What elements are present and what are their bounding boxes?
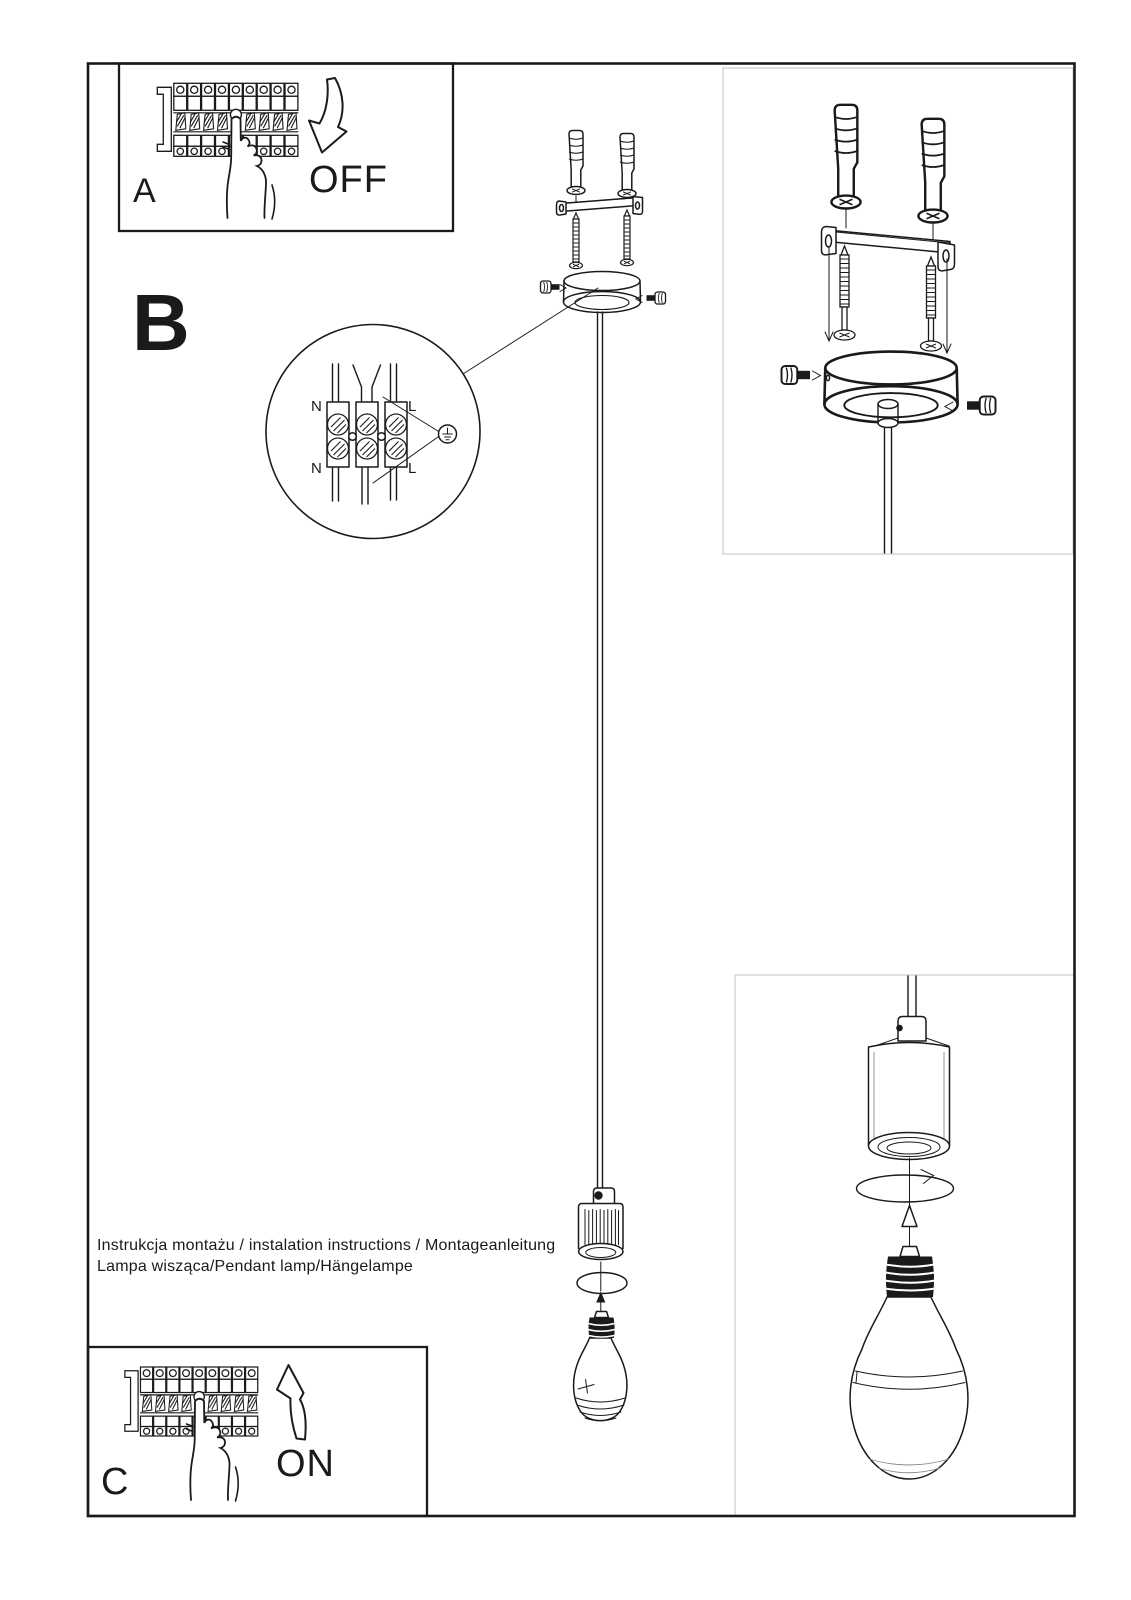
terminal-l-top-label: L	[408, 398, 417, 415]
pendant-cable	[885, 428, 892, 554]
step-b-label: B	[132, 278, 190, 367]
light-bulb-icon	[574, 1312, 627, 1421]
terminal-block	[327, 402, 407, 467]
step-a-illustration	[119, 64, 453, 232]
step-c-state: ON	[276, 1443, 335, 1485]
mounting-detail-illustration	[782, 105, 996, 553]
mounting-bracket	[557, 197, 643, 216]
terminal-n-bottom-label: N	[311, 460, 322, 477]
step-a-label: A	[133, 172, 156, 210]
step-c-illustration	[88, 1347, 427, 1516]
terminal-n-top-label: N	[311, 398, 322, 415]
wiring-detail-inset	[266, 325, 480, 539]
off-arrow-icon	[309, 78, 347, 153]
caption-line-2: Lampa wisząca/Pendant lamp/Hängelampe	[97, 1258, 414, 1275]
earth-ground-icon	[439, 425, 457, 443]
step-c-label: C	[101, 1461, 130, 1503]
pendant-lamp-assembly	[463, 131, 666, 1421]
on-arrow-icon	[277, 1365, 306, 1440]
screw-in-direction-indicator	[577, 1262, 627, 1315]
lamp-socket	[869, 1017, 950, 1160]
detail-panel-top-right	[723, 68, 1073, 554]
terminal-l-bottom-label: L	[408, 460, 417, 477]
caption-line-1: Instrukcja montażu / instalation instructions / Montageanleitung	[97, 1237, 556, 1254]
step-a-state: OFF	[309, 159, 388, 201]
light-bulb-icon	[850, 1247, 968, 1480]
bulb-detail-illustration	[850, 976, 968, 1479]
screw-in-direction-indicator	[857, 1158, 954, 1251]
pendant-cable	[908, 976, 916, 1017]
pendant-cable	[598, 312, 603, 1189]
cable-gland	[878, 400, 898, 428]
lamp-socket	[579, 1188, 624, 1260]
